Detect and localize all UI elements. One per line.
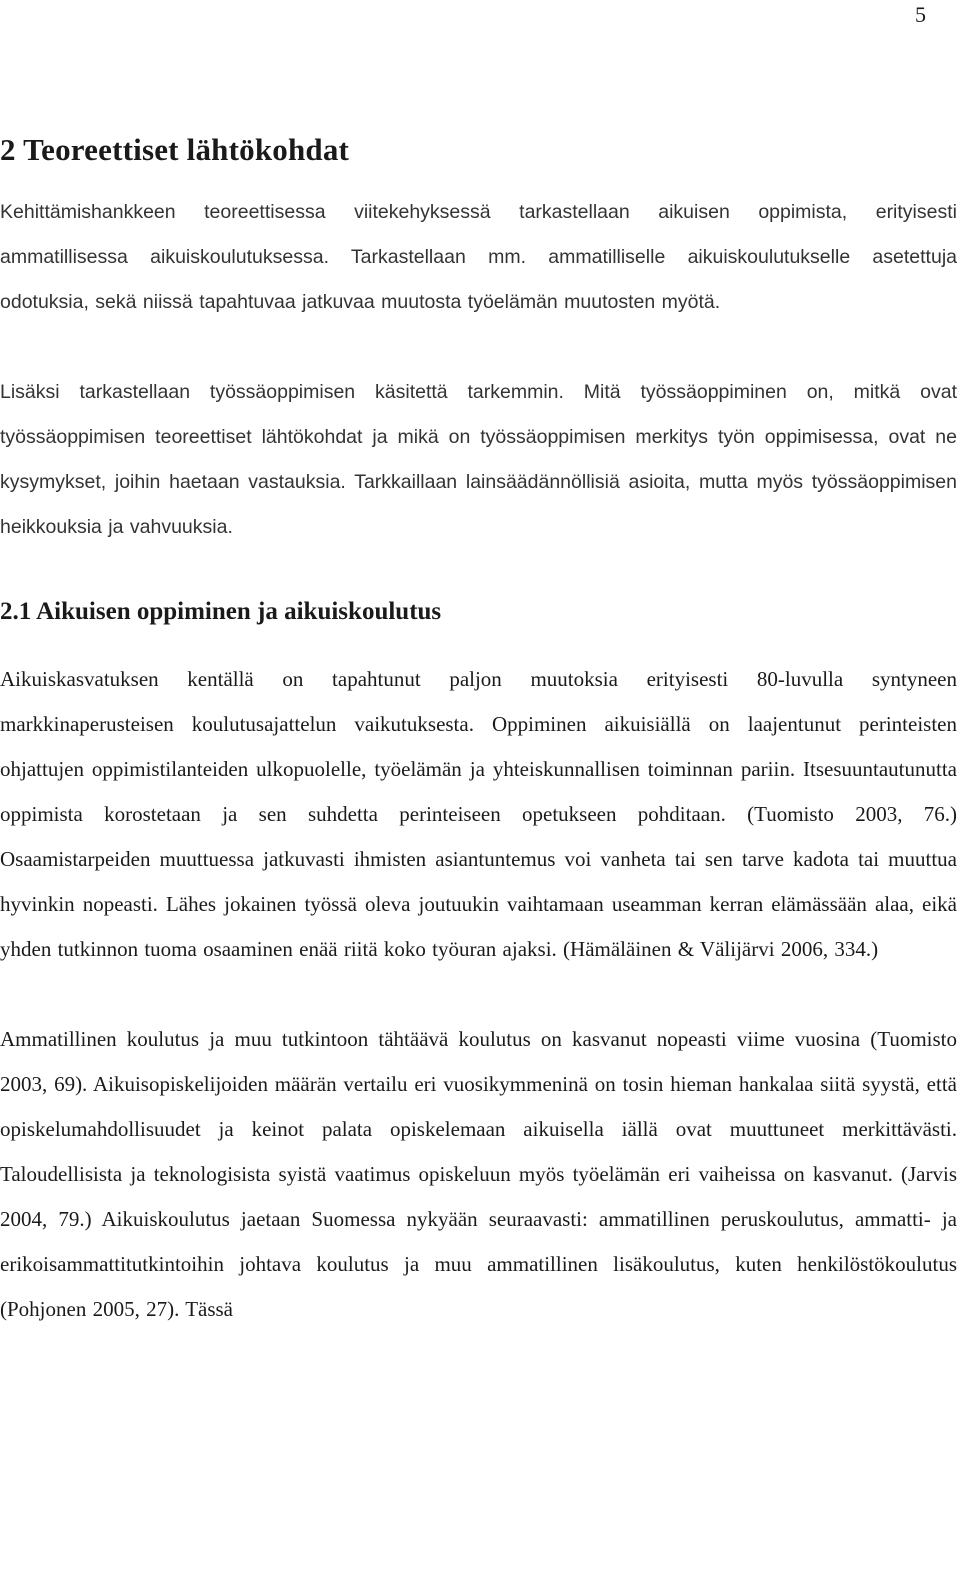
section-paragraph-2: Ammatillinen koulutus ja muu tutkintoon tähtäävä koulutus on kasvanut nopeasti viime vuosina (Tuomisto 2003, 69). Aikuisopiskelijoiden määrän vertailu eri vuosikymmeninä on tosin hieman hankalaa siitä syystä, että opiskelumahdollisuudet ja keinot palata opiskelemaan aikuisella iällä ovat muuttuneet merkittävästi. Taloudellisista ja teknologisista syistä vaatimus opiskeluun myös työelämän eri vaiheissa on kasvanut. (Jarvis 2004, 79.) Aikuiskoulutus jaetaan Suomessa nykyään seuraavasti: ammatillinen peruskoulutus, ammatti- ja erikoisammattitutkintoihin johtava koulutus ja muu ammatillinen lisäkoulutus, kuten henkilöstökoulutus (Pohjonen 2005, 27). Tässä — [0, 1027, 957, 1321]
chapter-paragraph-2: Lisäksi tarkastellaan työssäoppimisen käsitettä tarkemmin. Mitä työssäoppiminen on, mitkä ovat työssäoppimisen teoreettiset lähtökohdat ja mikä on työssäoppimisen merkitys työn oppimisessa, ovat ne kysymykset, joihin haetaan vastauksia. Tarkkaillaan lainsäädännöllisiä asioita, mutta myös työssäoppimisen heikkouksia ja vahvuuksia. — [0, 381, 957, 538]
chapter-intro — [0, 190, 957, 550]
section-title: 2.1 Aikuisen oppiminen ja aikuiskoulutus — [0, 598, 442, 625]
page-number: 5 — [915, 2, 926, 27]
document-body — [0, 130, 957, 1332]
section-body — [0, 657, 957, 1332]
section-paragraph-1: Aikuiskasvatuksen kentällä on tapahtunut paljon muutoksia erityisesti 80-luvulla syntyneen markkinaperusteisen koulutusajattelun vaikutuksesta. Oppiminen aikuisiällä on laajentunut perinteisten ohjattujen oppimistilanteiden ulkopuolelle, työelämän ja yhteiskunnallisen toiminnan pariin. Itsesuuntautunutta oppimista korostetaan ja sen suhdetta perinteiseen opetukseen pohditaan. (Tuomisto 2003, 76.) Osaamistarpeiden muuttuessa jatkuvasti ihmisten asiantuntemus voi vanheta tai sen tarve kadota tai muuttua hyvinkin nopeasti. Lähes jokainen työssä oleva joutuukin vaihtamaan useamman kerran elämässään alaa, eikä yhden tutkinnon tuoma osaaminen enää riitä koko työuran ajaksi. (Hämäläinen & Välijärvi 2006, 334.) — [0, 667, 957, 961]
chapter-paragraph-1: Kehittämishankkeen teoreettisessa viitekehyksessä tarkastellaan aikuisen oppimista, erityisesti ammatillisessa aikuiskoulutuksessa. Tarkastellaan mm. ammatilliselle aikuiskoulutukselle asetettuja odotuksia, sekä niissä tapahtuvaa jatkuvaa muutosta työelämän muutosten myötä. — [0, 201, 957, 313]
chapter-title: 2 Teoreettiset lähtökohdat — [0, 132, 350, 167]
